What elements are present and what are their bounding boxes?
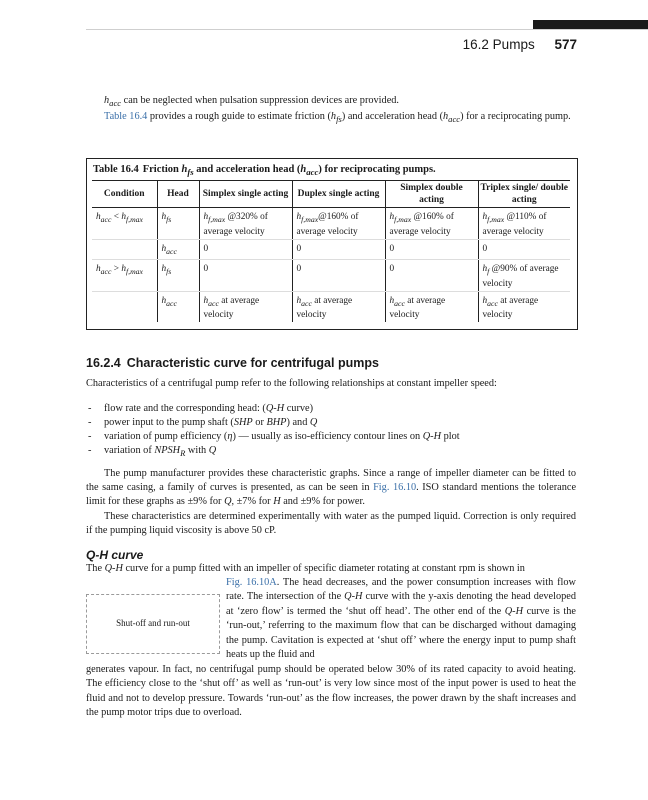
section-title: 16.2 Pumps (462, 37, 535, 52)
condition-cell: $h_{acc} > h_{f,max}$ (92, 259, 157, 291)
qh-wrapped-text: Fig. 16.10A. The head decreases, and the power consumption increases with flow rate. The intersection of the Q-H curve with the y-axis denoting the head developed at ‘zero flow’ is termed the ‘shut off head’. The other end of the Q-H curve is the ‘run-out,’ referring to the maximum flow that can be discharged without damaging the pump. Cavitation is expected at ‘shut off’ where the energy input to pump shaft heats up the fluid and (226, 577, 577, 661)
intro-paragraph (86, 94, 576, 127)
manufacturer-paragraph: The pump manufacturer provides these characteristic graphs. Since a range of impeller diameter can be fitted to the same casing, a family of curves is presented, as can be seen in Fig. 16.10. ISO standard mentions the tolerance limit for these graphs as ±9% for Q, ±7% for H and ±9% for power. These characteristics are determined experimentally with water as the pumped liquid. Correction is only required if the pumping liquid viscosity is above 50 cP. (86, 467, 576, 538)
margin-note-text: Shut-off and run-out (116, 618, 190, 628)
intro-line-2: Table 16.4 provides a rough guide to estimate friction $(h_{fs})$ and acceleration head $(h_{acc})$ for a reciprocating pump. (104, 111, 571, 125)
head-cell: $h_{fs}$ (157, 259, 199, 291)
section-heading: 16.2.4 Characteristic curve for centrifugal pumps (86, 356, 379, 370)
list-item: - variation of $NPSH_R$ with Q (86, 444, 576, 460)
table-row: $h_{acc} > h_{f,max}$ $h_{fs}$ 0 0 0 $h_f$ @90% of average velocity (92, 259, 570, 291)
qh-curve-heading: Q-H curve (86, 548, 144, 562)
header-rule (86, 29, 648, 30)
table-row: $h_{acc}$ 0 0 0 0 (92, 239, 570, 259)
condition-cell: $h_{acc} < h_{f,max}$ (92, 208, 157, 240)
figure-link[interactable]: Fig. 16.10 (373, 482, 417, 494)
list-item: - flow rate and the corresponding head: (Q-H curve) (86, 402, 576, 416)
margin-note-box (86, 594, 220, 654)
table-row: $h_{acc} < h_{f,max}$ $h_{fs}$ $h_{f,max}$ @320% of average velocity $h_{f,max}@160\%$ of average velocity $h_{f,max}$ @160% of average velocity $h_{f,max}$ @110% of average velocity (92, 208, 570, 240)
table-row: $h_{acc}$ $h_{acc}$ at average velocity $h_{acc}$ at average velocity $h_{acc}$ at average velocity $h_{acc}$ at average velocity (92, 291, 570, 322)
head-cell: $h_{fs}$ (157, 208, 199, 240)
section-intro: Characteristics of a centrifugal pump refer to the following relationships at constant impeller speed: (86, 378, 497, 389)
header-accent-bar (533, 20, 648, 29)
friction-acceleration-table (92, 180, 570, 322)
table-link[interactable]: Table 16.4 (104, 111, 148, 123)
figure-link[interactable]: Fig. 16.10A (226, 577, 277, 588)
intro-line-1: $h_{acc}$ can be neglected when pulsation suppression devices are provided. (104, 95, 399, 109)
table-header-row: Condition Head Simplex single acting Duplex single acting Simplex double acting Triplex single/ double acting (92, 181, 570, 208)
characteristics-list (86, 402, 576, 460)
head-cell: $h_{acc}$ (157, 291, 199, 322)
head-cell: $h_{acc}$ (157, 239, 199, 259)
qh-continuation: generates vapour. In fact, no centrifugal pump should be operated below 30% of its rated capacity to avoid heating. The efficiency close to the ‘shut off’ as well as ‘run-out’ is very low since most of the input power is used to heat the fluid and not to develop pressure. Towards ‘run-out’ as the flow increases, the power drawn by the shaft increases and the pump motor trips due to overload. (86, 664, 576, 719)
experimental-paragraph: These characteristics are determined experimentally with water as the pumped liquid. Correction is only required if the pumping liquid viscosity is above 50 cP. (86, 510, 576, 536)
page-number: 577 (554, 37, 577, 52)
qh-first-line: The Q-H curve for a pump fitted with an impeller of specific diameter rotating at constant rpm is shown in (86, 563, 525, 574)
table-16-4 (86, 158, 578, 330)
list-item: - variation of pump efficiency (η) — usually as iso-efficiency contour lines on Q-H plot (86, 430, 576, 444)
table-caption: Table 16.4 Friction $h_{fs}$ and acceleration head $(h_{acc})$ for reciprocating pumps. (93, 164, 436, 178)
running-header (463, 37, 577, 52)
list-item: - power input to the pump shaft (SHP or BHP) and Q (86, 416, 576, 430)
